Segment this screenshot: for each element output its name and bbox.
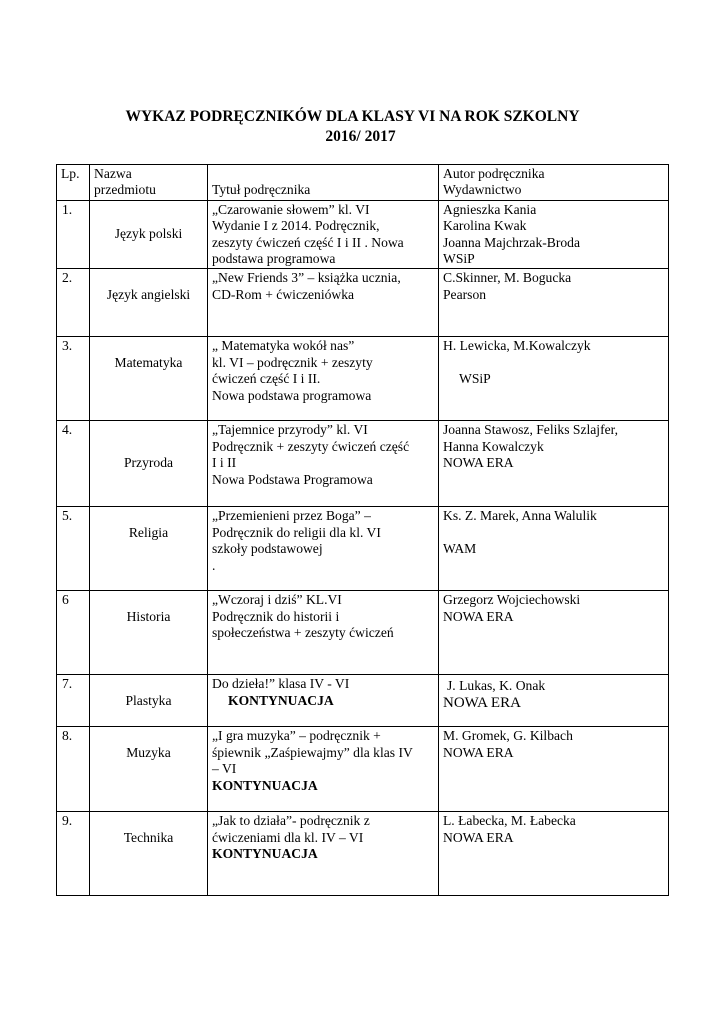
header-author: Autor podręcznika Wydawnictwo <box>439 165 669 201</box>
table-row <box>57 269 669 337</box>
row-number: 1. <box>57 200 90 269</box>
book-title: „Wczoraj i dziś” KL.VI Podręcznik do historii i społeczeństwa + zeszyty ćwiczeń <box>208 591 439 675</box>
row-number: 6 <box>57 591 90 675</box>
table-row <box>57 507 669 591</box>
row-number: 2. <box>57 269 90 337</box>
book-title: „ Matematyka wokół nas” kl. VI – podręcznik + zeszyty ćwiczeń część I i II. Nowa podstawa programowa <box>208 337 439 421</box>
document-title: WYKAZ PODRĘCZNIKÓW DLA KLASY VI NA ROK SZKOLNY <box>125 108 580 125</box>
header-row <box>57 165 669 201</box>
author-publisher: Joanna Stawosz, Feliks Szlajfer, Hanna Kowalczyk NOWA ERA <box>439 421 669 507</box>
author-publisher: C.Skinner, M. Bogucka Pearson <box>439 269 669 337</box>
row-number: 5. <box>57 507 90 591</box>
continuation-label: KONTYNUACJA <box>212 777 318 793</box>
continuation-label: KONTYNUACJA <box>228 692 334 708</box>
header-book-title: Tytuł podręcznika <box>208 165 439 201</box>
row-number: 3. <box>57 337 90 421</box>
subject-name: Plastyka <box>90 675 208 727</box>
table-row <box>57 421 669 507</box>
subject-name: Matematyka <box>90 337 208 421</box>
table-row <box>57 675 669 727</box>
subject-name: Technika <box>90 812 208 896</box>
textbook-table <box>56 164 669 896</box>
header-subject: Nazwa przedmiotu <box>90 165 208 201</box>
table-row <box>57 337 669 421</box>
book-title: Do dzieła!” klasa IV - VI KONTYNUACJA <box>208 675 439 727</box>
author-publisher: M. Gromek, G. Kilbach NOWA ERA <box>439 727 669 812</box>
book-title: „Jak to działa”- podręcznik z ćwiczeniami dla kl. IV – VI KONTYNUACJA <box>208 812 439 896</box>
book-title: „Czarowanie słowem” kl. VI Wydanie I z 2014. Podręcznik, zeszyty ćwiczeń część I i II . Nowa podstawa programowa <box>208 200 439 269</box>
table-row <box>57 200 669 269</box>
continuation-label: KONTYNUACJA <box>212 846 318 862</box>
header-lp: Lp. <box>57 165 90 201</box>
subject-name: Język angielski <box>90 269 208 337</box>
subject-name: Religia <box>90 507 208 591</box>
school-year: 2016/ 2017 <box>325 128 396 145</box>
book-title: „New Friends 3” – książka ucznia, CD-Rom + ćwiczeniówka <box>208 269 439 337</box>
author-publisher: J. Lukas, K. Onak NOWA ERA <box>439 675 669 727</box>
author-publisher: H. Lewicka, M.Kowalczyk WSiP <box>439 337 669 421</box>
subject-name: Historia <box>90 591 208 675</box>
table-row <box>57 812 669 896</box>
row-number: 4. <box>57 421 90 507</box>
row-number: 8. <box>57 727 90 812</box>
subject-name: Język polski <box>90 200 208 269</box>
author-publisher: L. Łabecka, M. Łabecka NOWA ERA <box>439 812 669 896</box>
book-title: „Tajemnice przyrody” kl. VI Podręcznik + zeszyty ćwiczeń część I i II Nowa Podstawa Programowa <box>208 421 439 507</box>
book-title: „I gra muzyka” – podręcznik + śpiewnik „Zaśpiewajmy” dla klas IV – VI KONTYNUACJA <box>208 727 439 812</box>
row-number: 9. <box>57 812 90 896</box>
author-publisher: Agnieszka Kania Karolina Kwak Joanna Majchrzak-Broda WSiP <box>439 200 669 269</box>
book-title: „Przemienieni przez Boga” – Podręcznik do religii dla kl. VI szkoły podstawowej . <box>208 507 439 591</box>
author-publisher: Ks. Z. Marek, Anna Walulik WAM <box>439 507 669 591</box>
table-row <box>57 727 669 812</box>
row-number: 7. <box>57 675 90 727</box>
subject-name: Przyroda <box>90 421 208 507</box>
subject-name: Muzyka <box>90 727 208 812</box>
author-publisher: Grzegorz Wojciechowski NOWA ERA <box>439 591 669 675</box>
table-row <box>57 591 669 675</box>
